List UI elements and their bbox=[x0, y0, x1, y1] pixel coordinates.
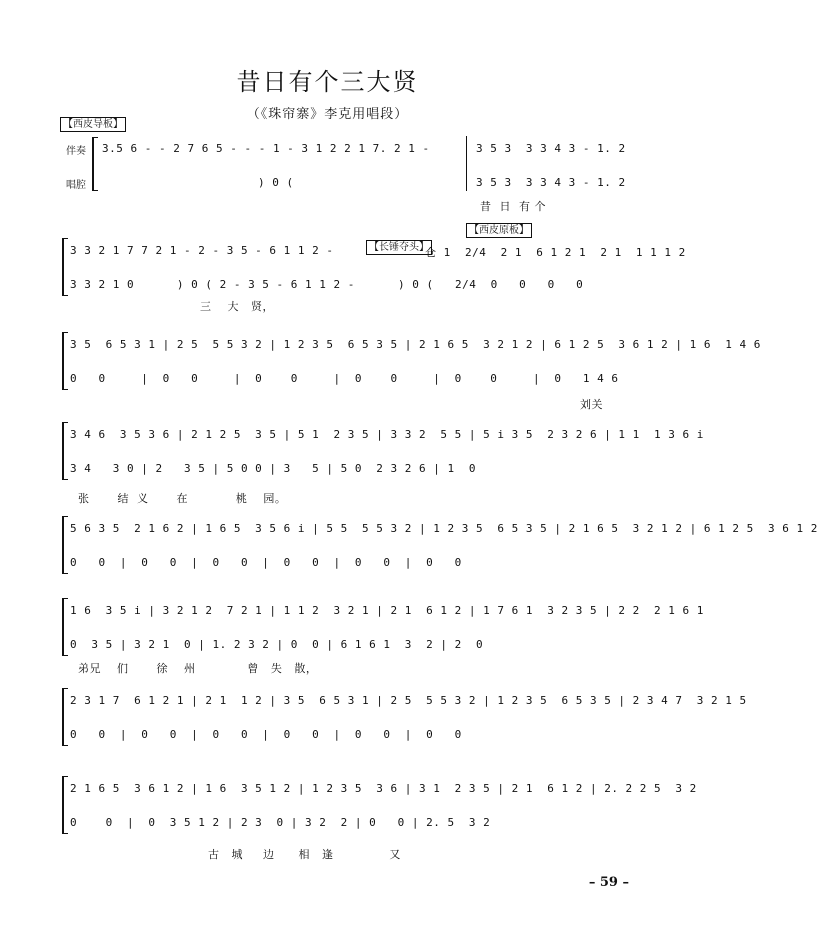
vocal-line: 0 0 | 0 3 5 1 2 | 2 3 0 | 3 2 2 | 0 0 | 2. 5 3 2 bbox=[70, 816, 491, 829]
vocal-label: 唱腔 bbox=[66, 180, 86, 191]
accompaniment-line-b: 仓 1 2/4 2 1 6 1 2 1 2 1 1 1 1 2 bbox=[425, 246, 686, 259]
vocal-line: 0 0 | 0 0 | 0 0 | 0 0 | 0 0 | 0 0 bbox=[70, 556, 462, 569]
accompaniment-line: 3.5 6 - - 2 7 6 5 - - - 1 - 3 1 2 2 1 7. 2 1 - bbox=[102, 142, 430, 155]
system-brace bbox=[92, 137, 98, 191]
lyrics-line: 刘关 bbox=[580, 398, 603, 411]
vocal-line: 0 0 | 0 0 | 0 0 | 0 0 | 0 0 | 0 0 bbox=[70, 728, 462, 741]
vocal-line: 3 3 2 1 0 ) 0 ( 2 - 3 5 - 6 1 1 2 - bbox=[70, 278, 355, 291]
system-brace bbox=[62, 776, 68, 834]
system-brace bbox=[62, 598, 68, 656]
vocal-line: 3 4 3 0 | 2 3 5 | 5 0 0 | 3 5 | 5 0 2 3 2 6 | 1 0 bbox=[70, 462, 476, 475]
vocal-line: 0 3 5 | 3 2 1 0 | 1. 2 3 2 | 0 0 | 6 1 6 1 3 2 | 2 0 bbox=[70, 638, 484, 651]
lyrics-line: 三 大 贤， bbox=[200, 300, 274, 313]
accompaniment-line: 1 6 3 5 i | 3 2 1 2 7 2 1 | 1 1 2 3 2 1 | 2 1 6 1 2 | 1 7 6 1 3 2 3 5 | 2 2 2 1 6 1 bbox=[70, 604, 704, 617]
vocal-line: 0 0 | 0 0 | 0 0 | 0 0 | 0 0 | 0 1 4 6 bbox=[70, 372, 619, 385]
vocal-line-b: 3 5 3 3 3 4 3 - 1. 2 bbox=[476, 176, 626, 189]
system-brace bbox=[62, 688, 68, 746]
accompaniment-line: 3 3 2 1 7 7 2 1 - 2 - 3 5 - 6 1 1 2 - bbox=[70, 244, 334, 257]
vocal-line: ) 0 ( bbox=[258, 176, 294, 189]
accompaniment-line: 2 3 1 7 6 1 2 1 | 2 1 1 2 | 3 5 6 5 3 1 | 2 5 5 5 3 2 | 1 2 3 5 6 5 3 5 | 2 3 4 7 3 2 1 5 bbox=[70, 694, 747, 707]
lyrics-line: 古 城 边 相 逢 又 bbox=[208, 848, 401, 861]
tempo-marking-yuanban: 【西皮原板】 bbox=[466, 223, 532, 238]
vocal-line-b: ) 0 ( 2/4 0 0 0 0 bbox=[398, 278, 584, 291]
barline bbox=[466, 136, 467, 191]
accompaniment-line: 5 6 3 5 2 1 6 2 | 1 6 5 3 5 6 i | 5 5 5 5 3 2 | 1 2 3 5 6 5 3 5 | 2 1 6 5 3 2 1 2 | 6 1 2 5 3 6 1 2 bbox=[70, 522, 818, 535]
lyrics-line: 张 结 义 在 桃 园。 bbox=[78, 492, 287, 505]
tempo-marking-changchui: 【长锤夺头】 bbox=[366, 240, 432, 255]
page-subtitle: （《珠帘寨》李克用唱段） bbox=[246, 107, 409, 122]
page-title: 昔日有个三大贤 bbox=[236, 68, 419, 96]
system-brace bbox=[62, 332, 68, 390]
system-brace bbox=[62, 422, 68, 480]
accompaniment-label: 伴奏 bbox=[66, 146, 86, 157]
accompaniment-line: 2 1 6 5 3 6 1 2 | 1 6 3 5 1 2 | 1 2 3 5 3 6 | 3 1 2 3 5 | 2 1 6 1 2 | 2. 2 2 5 3 2 bbox=[70, 782, 697, 795]
lyrics-line: 昔 日 有 个 bbox=[480, 200, 546, 213]
tempo-marking-daoban: 【西皮导板】 bbox=[60, 117, 126, 132]
accompaniment-line-b: 3 5 3 3 3 4 3 - 1. 2 bbox=[476, 142, 626, 155]
system-brace bbox=[62, 516, 68, 574]
system-brace bbox=[62, 238, 68, 296]
page-number: – 59 – bbox=[588, 875, 629, 890]
lyrics-line: 弟兄 们 徐 州 曾 失 散， bbox=[78, 662, 318, 675]
accompaniment-line: 3 5 6 5 3 1 | 2 5 5 5 3 2 | 1 2 3 5 6 5 3 5 | 2 1 6 5 3 2 1 2 | 6 1 2 5 3 6 1 2 | 1 6 1 4 6 bbox=[70, 338, 761, 351]
accompaniment-line: 3 4 6 3 5 3 6 | 2 1 2 5 3 5 | 5 1 2 3 5 | 3 3 2 5 5 | 5 i 3 5 2 3 2 6 | 1 1 1 3 6 i bbox=[70, 428, 704, 441]
